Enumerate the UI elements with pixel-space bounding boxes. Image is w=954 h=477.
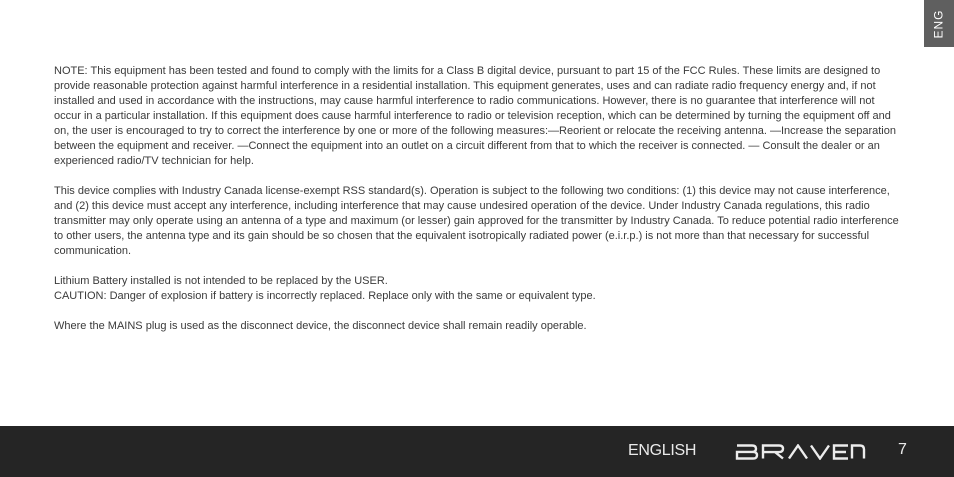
braven-logo [735,444,866,460]
battery-note: Lithium Battery installed is not intended to be replaced by the USER. [54,275,388,287]
language-tab [924,0,954,47]
footer-bar [0,426,954,477]
industry-canada-notice: This device complies with Industry Canada license-exempt RSS standard(s). Operation is subject to the following two conditions: (1) this device may not cause interference, and (2) this device must accept any interference, including interference that may cause undesired operation of the device. Under Industry Canada regulations, this radio transmitter may only operate using an antenna of a type and maximum (or lesser) gain approved for the transmitter by Industry Canada. To reduce potential radio interference to other users, the antenna type and its gain should be so chosen that the equivalent isotropically radiated power (e.i.r.p.) is not more than that necessary for successful communication. [54,185,899,257]
mains-notice: Where the MAINS plug is used as the disconnect device, the disconnect device shall remain readily operable. [54,320,587,332]
battery-caution: CAUTION: Danger of explosion if battery is incorrectly replaced. Replace only with the same or equivalent type. [54,290,596,302]
fcc-notice: NOTE: This equipment has been tested and found to comply with the limits for a Class B digital device, pursuant to part 15 of the FCC Rules. These limits are designed to provide reasonable protection against harmful interference in a residential installation. This equipment generates, uses and can radiate radio frequency energy and, if not installed and used in accordance with the instructions, may cause harmful interference to radio communications. However, there is no guarantee that interference will not occur in a particular installation. If this equipment does cause harmful interference to radio or television reception, which can be determined by turning the equipment off and on, the user is encouraged to try to correct the interference by one or more of the following measures:—Reorient or relocate the receiving antenna. —Increase the separation between the equipment and receiver. —Connect the equipment into an outlet on a circuit different from that to which the receiver is connected. — Consult the dealer or an experienced radio/TV technician for help. [54,65,896,167]
language-tab-label: ENG [931,8,946,39]
footer-language: ENGLISH [628,442,697,459]
page-number: 7 [898,441,907,458]
document-body [54,64,900,349]
